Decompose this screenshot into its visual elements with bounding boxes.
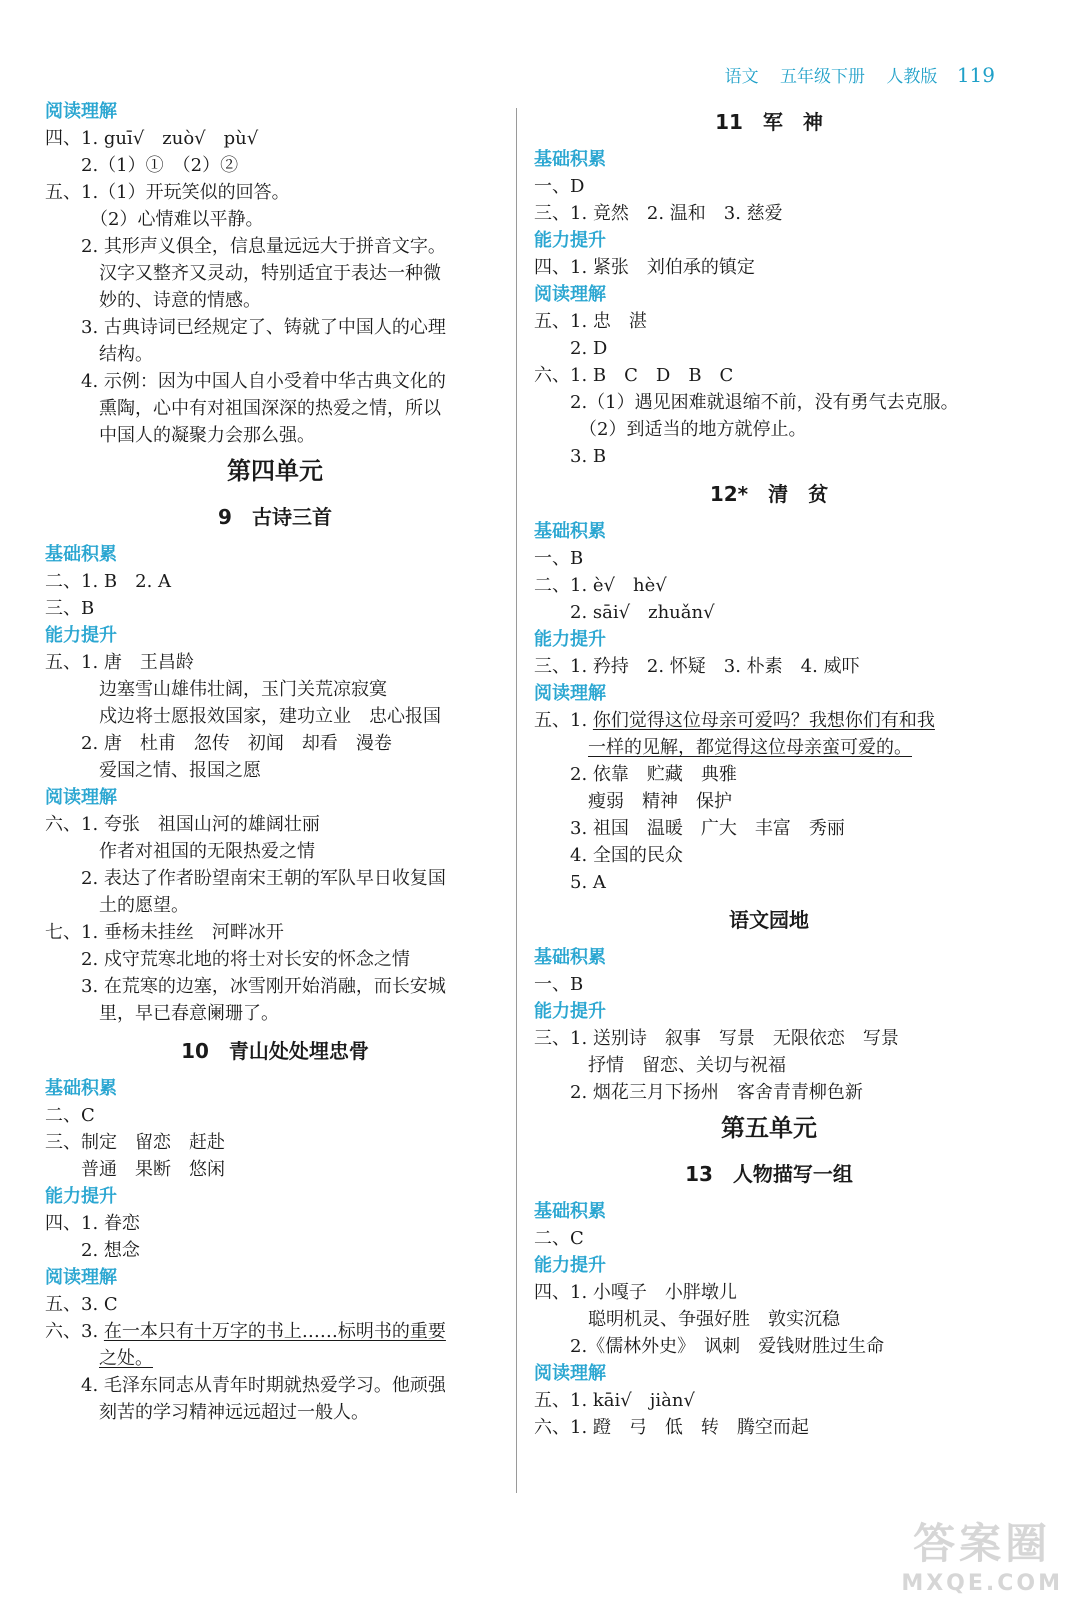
- answer-line: 六、1. 夸张 祖国山河的雄阔壮丽: [45, 814, 320, 835]
- section-heading: 基础积累: [45, 544, 117, 565]
- page-number: 119: [956, 63, 995, 87]
- section-heading: 基础积累: [534, 521, 606, 542]
- answer-prefix: 六、3.: [45, 1321, 104, 1342]
- answer-prefix: [534, 737, 588, 758]
- answer-line: [45, 1318, 505, 1345]
- answer-line: 4. 示例：因为中国人自小受着中华古典文化的: [45, 371, 446, 392]
- answer-line: （2）到适当的地方就停止。: [534, 419, 807, 440]
- answer-line: 2. 其形声义俱全，信息量远远大于拼音文字。: [45, 236, 446, 257]
- section-heading: 阅读理解: [45, 1267, 117, 1288]
- lesson-title: 11 军 神: [715, 110, 823, 134]
- header-edition: 人教版: [886, 67, 938, 87]
- section-heading: 阅读理解: [534, 1363, 606, 1384]
- answer-line: 五、3. C: [45, 1294, 118, 1315]
- section-heading: 能力提升: [534, 629, 606, 650]
- unit-title: 第五单元: [721, 1114, 817, 1142]
- answer-line: 2. 表达了作者盼望南宋王朝的军队早日收复国: [45, 868, 446, 889]
- watermark: [901, 1511, 1063, 1596]
- section-heading: 基础积累: [534, 1201, 606, 1222]
- answer-line: 抒情 留恋、关切与祝福: [534, 1055, 786, 1076]
- right-column: [534, 98, 1004, 1441]
- section-heading: 基础积累: [534, 149, 606, 170]
- answer-line: 一、B: [534, 548, 584, 569]
- answer-line: 三、B: [45, 598, 95, 619]
- column-divider: [516, 108, 517, 1493]
- lesson-title: 13 人物描写一组: [685, 1162, 853, 1186]
- answer-line: 2. 烟花三月下扬州 客舍青青柳色新: [534, 1082, 863, 1103]
- answer-line: 五、1. kāi√ jiàn√: [534, 1390, 695, 1411]
- section-heading: 阅读理解: [534, 683, 606, 704]
- answer-line: 3. B: [534, 446, 607, 467]
- answer-line: 汉字又整齐又灵动，特别适宜于表达一种微: [45, 263, 441, 284]
- answer-line: 四、1. 紧张 刘伯承的镇定: [534, 257, 755, 278]
- answer-line: 三、1. 竟然 2. 温和 3. 慈爱: [534, 203, 783, 224]
- section-heading: 基础积累: [534, 947, 606, 968]
- answer-line: 4. 毛泽东同志从青年时期就热爱学习。他顽强: [45, 1375, 446, 1396]
- answer-line: 作者对祖国的无限热爱之情: [45, 841, 315, 862]
- watermark-url: MXQE.COM: [901, 1571, 1063, 1596]
- section-heading: 阅读理解: [534, 284, 606, 305]
- lesson-title: 9 古诗三首: [218, 505, 332, 529]
- answer-line: （2）心情难以平静。: [45, 209, 264, 230]
- answer-line: 边塞雪山雄伟壮阔，玉门关荒凉寂寞: [45, 679, 387, 700]
- underlined-answer: 之处。: [99, 1348, 153, 1369]
- watermark-logo-text: 答案圈: [913, 1519, 1052, 1568]
- answer-line: 二、C: [534, 1228, 584, 1249]
- answer-line: 土的愿望。: [45, 895, 189, 916]
- page-header: [709, 62, 995, 87]
- answer-line: 爱国之情、报国之愿: [45, 760, 261, 781]
- answer-line: 2. 想念: [45, 1240, 140, 1261]
- answer-line: 4. 全国的民众: [534, 845, 683, 866]
- answer-line: 熏陶，心中有对祖国深深的热爱之情，所以: [45, 398, 441, 419]
- answer-line: 2.（1）① （2）②: [45, 155, 239, 176]
- answer-line: 2. sāi√ zhuǎn√: [534, 602, 715, 623]
- answer-line: 2. 依靠 贮藏 典雅: [534, 764, 737, 785]
- answer-line: 一、D: [534, 176, 585, 197]
- answer-line: 三、1. 送别诗 叙事 写景 无限依恋 写景: [534, 1028, 899, 1049]
- answer-line: [534, 734, 1004, 761]
- answer-line: 2.《儒林外史》 讽刺 爱钱财胜过生命: [534, 1336, 885, 1357]
- answer-line: 戍边将士愿报效国家，建功立业 忠心报国: [45, 706, 441, 727]
- answer-prefix: [45, 1348, 99, 1369]
- answer-line: 三、制定 留恋 赶赴: [45, 1132, 225, 1153]
- answer-line: 中国人的凝聚力会那么强。: [45, 425, 315, 446]
- answer-line: [534, 707, 1004, 734]
- lesson-title: 12* 清 贫: [709, 482, 829, 506]
- lesson-title: 10 青山处处埋忠骨: [181, 1039, 369, 1063]
- answer-line: 四、1. guī√ zuò√ pù√: [45, 128, 259, 149]
- answer-line: 结构。: [45, 344, 153, 365]
- answer-line: 2. 戍守荒寒北地的将士对长安的怀念之情: [45, 949, 410, 970]
- answer-line: 三、1. 矜持 2. 怀疑 3. 朴素 4. 威吓: [534, 656, 860, 677]
- answer-line: [45, 1345, 505, 1372]
- answer-line: 五、1.（1）开玩笑似的回答。: [45, 182, 290, 203]
- section-heading: 基础积累: [45, 1078, 117, 1099]
- answer-line: 四、1. 小嘎子 小胖墩儿: [534, 1282, 737, 1303]
- answer-line: 3. 祖国 温暖 广大 丰富 秀丽: [534, 818, 845, 839]
- answer-line: 普通 果断 悠闲: [45, 1159, 225, 1180]
- answer-line: 四、1. 眷恋: [45, 1213, 140, 1234]
- answer-line: 3. 在荒寒的边塞，冰雪刚开始消融，而长安城: [45, 976, 446, 997]
- section-heading: 能力提升: [534, 1001, 606, 1022]
- answer-line: 2.（1）遇见困难就退缩不前，没有勇气去克服。: [534, 392, 959, 413]
- section-heading: 能力提升: [534, 230, 606, 251]
- unit-title: 第四单元: [227, 457, 323, 485]
- answer-line: 3. 古典诗词已经规定了、铸就了中国人的心理: [45, 317, 446, 338]
- section-heading: 阅读理解: [45, 787, 117, 808]
- answer-line: 2. D: [534, 338, 608, 359]
- answer-prefix: 五、1.: [534, 710, 593, 731]
- answer-line: 五、1. 唐 王昌龄: [45, 652, 194, 673]
- answer-line: 里，早已春意阑珊了。: [45, 1003, 279, 1024]
- lesson-title: 语文园地: [729, 908, 809, 932]
- answer-line: 一、B: [534, 974, 584, 995]
- section-heading: 阅读理解: [45, 101, 117, 122]
- header-grade: 五年级下册: [780, 67, 865, 87]
- answer-line: 2. 唐 杜甫 忽传 初闻 却看 漫卷: [45, 733, 392, 754]
- answer-line: 六、1. B C D B C: [534, 365, 734, 386]
- underlined-answer: 在一本只有十万字的书上……标明书的重要: [103, 1321, 446, 1342]
- underlined-answer: 你们觉得这位母亲可爱吗？我想你们有和我: [592, 710, 935, 731]
- answer-line: 刻苦的学习精神远远超过一般人。: [45, 1402, 369, 1423]
- section-heading: 能力提升: [45, 625, 117, 646]
- answer-line: 五、1. 忠 湛: [534, 311, 647, 332]
- answer-line: 5. A: [534, 872, 606, 893]
- underlined-answer: 一样的见解，都觉得这位母亲蛮可爱的。: [588, 737, 912, 758]
- header-subject: 语文: [724, 67, 759, 87]
- answer-line: 二、1. B 2. A: [45, 571, 172, 592]
- section-heading: 能力提升: [534, 1255, 606, 1276]
- answer-line: 聪明机灵、争强好胜 敦实沉稳: [534, 1309, 840, 1330]
- answer-line: 妙的、诗意的情感。: [45, 290, 261, 311]
- answer-line: 二、C: [45, 1105, 95, 1126]
- section-heading: 能力提升: [45, 1186, 117, 1207]
- left-column: [45, 98, 505, 1426]
- answer-line: 六、1. 蹬 弓 低 转 腾空而起: [534, 1417, 809, 1438]
- answer-line: 七、1. 垂杨未挂丝 河畔冰开: [45, 922, 284, 943]
- answer-line: 二、1. è√ hè√: [534, 575, 667, 596]
- answer-line: 瘦弱 精神 保护: [534, 791, 732, 812]
